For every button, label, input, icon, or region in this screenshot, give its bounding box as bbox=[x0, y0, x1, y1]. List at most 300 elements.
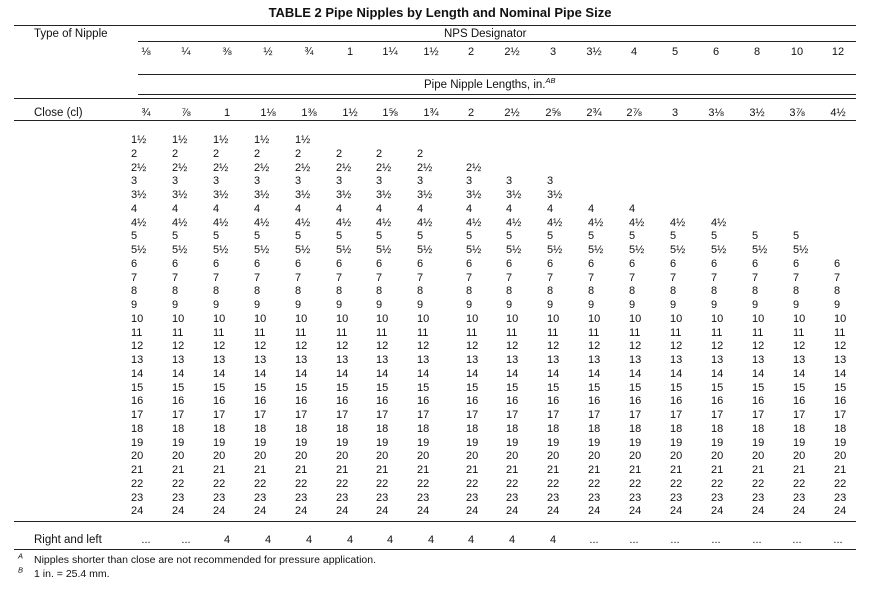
length-cell: 11 bbox=[295, 326, 307, 339]
length-cell: 11 bbox=[336, 326, 348, 339]
length-cell: 20 bbox=[711, 450, 724, 463]
right-and-left-row-label: Right and left bbox=[34, 534, 102, 546]
length-cell: 20 bbox=[629, 450, 642, 463]
length-cell: 11 bbox=[711, 326, 723, 339]
length-cell: 24 bbox=[417, 505, 430, 518]
length-cell: 11 bbox=[172, 326, 184, 339]
table-title: TABLE 2 Pipe Nipples by Length and Nominal Pipe Size bbox=[268, 5, 612, 20]
length-cell: 18 bbox=[834, 422, 847, 435]
length-cell: 23 bbox=[376, 491, 389, 504]
length-cell: 1½ bbox=[213, 134, 229, 146]
length-cell: 4½ bbox=[588, 216, 604, 229]
length-cell: 11 bbox=[213, 326, 225, 339]
length-cell: 16 bbox=[336, 395, 349, 408]
length-cell: 9 bbox=[376, 299, 383, 311]
length-cell: 13 bbox=[547, 354, 560, 366]
length-cell: 13 bbox=[131, 354, 144, 366]
nps-value: 4 bbox=[630, 46, 638, 58]
length-cell: 10 bbox=[588, 312, 601, 325]
length-cell: 6 bbox=[376, 257, 383, 270]
close-length-value: 1¾ bbox=[423, 107, 439, 119]
length-cell: 23 bbox=[834, 491, 847, 504]
close-length-value: ¾ bbox=[141, 107, 151, 119]
length-cell: 5 bbox=[506, 230, 513, 243]
length-cell: 19 bbox=[547, 436, 560, 449]
length-cell: 4½ bbox=[629, 216, 645, 229]
length-cell: 6 bbox=[711, 257, 718, 270]
length-cell: 23 bbox=[793, 491, 806, 504]
lengths-label: Pipe Nipple Lengths, in. bbox=[424, 79, 546, 91]
length-cell: 23 bbox=[629, 491, 642, 504]
length-cell: 12 bbox=[793, 340, 806, 353]
length-cell: 19 bbox=[466, 436, 479, 449]
length-cell: 11 bbox=[670, 326, 682, 339]
length-cell: 2 bbox=[254, 147, 261, 160]
length-cell: 19 bbox=[172, 436, 185, 449]
length-cell: 16 bbox=[213, 395, 226, 408]
length-cell: 8 bbox=[417, 285, 424, 298]
length-cell: 15 bbox=[466, 381, 479, 394]
length-cell: 2 bbox=[172, 147, 179, 160]
length-cell: 21 bbox=[588, 464, 601, 476]
length-cell: 5 bbox=[376, 230, 383, 243]
length-cell: 10 bbox=[254, 312, 267, 325]
length-cell: 6 bbox=[172, 257, 179, 270]
length-cell: 21 bbox=[131, 464, 144, 476]
length-cell: 12 bbox=[466, 340, 479, 353]
right-left-value: ... bbox=[752, 534, 762, 546]
length-cell: 14 bbox=[466, 367, 479, 380]
length-cell: 21 bbox=[834, 464, 847, 476]
length-cell: 16 bbox=[376, 395, 389, 408]
close-length-value: 1⅜ bbox=[301, 107, 317, 119]
length-cell: 3½ bbox=[131, 189, 147, 201]
length-cell: 17 bbox=[506, 409, 519, 421]
length-cell: 17 bbox=[417, 409, 430, 421]
length-cell: 1½ bbox=[172, 134, 188, 146]
length-cell: 6 bbox=[793, 257, 800, 270]
length-cell: 16 bbox=[752, 395, 765, 408]
length-cell: 21 bbox=[629, 464, 642, 476]
right-left-value: ... bbox=[792, 534, 802, 546]
length-cell: 13 bbox=[254, 354, 267, 366]
length-cell: 9 bbox=[547, 299, 554, 311]
length-cell: 16 bbox=[793, 395, 806, 408]
length-cell: 12 bbox=[670, 340, 683, 353]
length-cell: 9 bbox=[336, 299, 343, 311]
right-left-value: ... bbox=[670, 534, 680, 546]
length-cell: 18 bbox=[547, 422, 560, 435]
length-cell: 17 bbox=[547, 409, 560, 421]
length-cell: 7 bbox=[213, 271, 220, 284]
length-cell: 18 bbox=[466, 422, 479, 435]
length-cell: 23 bbox=[254, 491, 267, 504]
length-cell: 24 bbox=[752, 505, 765, 518]
length-cell: 4 bbox=[295, 202, 302, 215]
length-cell: 24 bbox=[376, 505, 389, 518]
length-cell: 6 bbox=[506, 257, 513, 270]
length-cell: 15 bbox=[834, 381, 847, 394]
length-cell: 22 bbox=[670, 477, 683, 490]
length-cell: 15 bbox=[295, 381, 308, 394]
nps-value: 5 bbox=[671, 46, 679, 58]
length-cell: 21 bbox=[752, 464, 765, 476]
footnote-a-mark: A bbox=[18, 551, 24, 561]
length-cell: 4½ bbox=[417, 216, 433, 229]
length-cell: 16 bbox=[172, 395, 185, 408]
length-cell: 18 bbox=[793, 422, 806, 435]
length-cell: 22 bbox=[629, 477, 642, 490]
length-cell: 24 bbox=[131, 505, 144, 518]
length-cell: 22 bbox=[834, 477, 847, 490]
length-cell: 22 bbox=[711, 477, 724, 490]
footnote-b-mark: B bbox=[18, 565, 24, 575]
length-cell: 7 bbox=[506, 271, 513, 284]
length-cell: 18 bbox=[295, 422, 308, 435]
length-cell: 12 bbox=[752, 340, 765, 353]
length-cell: 12 bbox=[417, 340, 430, 353]
length-cell: 18 bbox=[670, 422, 683, 435]
length-cell: 24 bbox=[629, 505, 642, 518]
length-cell: 9 bbox=[213, 299, 220, 311]
close-length-value: ⅞ bbox=[181, 107, 191, 119]
length-cell: 4 bbox=[376, 202, 383, 215]
length-cell: 15 bbox=[213, 381, 226, 394]
close-length-value: 1⅛ bbox=[260, 107, 276, 119]
length-cell: 16 bbox=[670, 395, 683, 408]
length-cell: 8 bbox=[588, 285, 595, 298]
length-cell: 4½ bbox=[172, 216, 188, 229]
length-cell: 11 bbox=[834, 326, 846, 339]
length-cell: 24 bbox=[213, 505, 226, 518]
length-cell: 18 bbox=[629, 422, 642, 435]
length-cell: 12 bbox=[213, 340, 226, 353]
length-cell: 23 bbox=[131, 491, 144, 504]
length-cell: 15 bbox=[506, 381, 519, 394]
type-of-nipple-header: Type of Nipple bbox=[34, 28, 108, 40]
nps-value: 1 bbox=[346, 46, 354, 58]
length-cell: 4 bbox=[629, 202, 636, 215]
length-cell: 6 bbox=[417, 257, 424, 270]
length-cell: 23 bbox=[295, 491, 308, 504]
length-cell: 23 bbox=[417, 491, 430, 504]
length-cell: 18 bbox=[506, 422, 519, 435]
nps-value: 2½ bbox=[504, 46, 520, 58]
length-cell: 19 bbox=[131, 436, 144, 449]
length-cell: 22 bbox=[131, 477, 144, 490]
length-cell: 15 bbox=[336, 381, 349, 394]
length-cell: 20 bbox=[254, 450, 267, 463]
length-cell: 5½ bbox=[336, 244, 352, 256]
length-cell: 11 bbox=[588, 326, 600, 339]
length-cell: 4½ bbox=[336, 216, 352, 229]
length-cell: 21 bbox=[213, 464, 226, 476]
length-cell: 11 bbox=[254, 326, 266, 339]
right-left-value: 4 bbox=[346, 534, 354, 546]
length-cell: 3 bbox=[336, 175, 343, 188]
close-row-label: Close (cl) bbox=[34, 107, 83, 119]
length-cell: 22 bbox=[588, 477, 601, 490]
length-cell: 20 bbox=[466, 450, 479, 463]
length-cell: 12 bbox=[506, 340, 519, 353]
length-cell: 12 bbox=[254, 340, 267, 353]
length-cell: 7 bbox=[131, 271, 138, 284]
length-cell: 11 bbox=[752, 326, 764, 339]
length-cell: 4 bbox=[131, 202, 138, 215]
length-cell: 8 bbox=[376, 285, 383, 298]
nps-value: ¼ bbox=[181, 46, 191, 58]
length-cell: 19 bbox=[834, 436, 847, 449]
right-left-value: 4 bbox=[427, 534, 435, 546]
length-cell: 13 bbox=[417, 354, 430, 366]
length-cell: 4 bbox=[417, 202, 424, 215]
right-left-value: 4 bbox=[467, 534, 475, 546]
close-length-value: 2⅞ bbox=[626, 107, 642, 119]
length-cell: 17 bbox=[336, 409, 349, 421]
close-length-value: 4½ bbox=[830, 107, 846, 119]
length-cell: 1½ bbox=[295, 134, 311, 146]
length-cell: 13 bbox=[629, 354, 642, 366]
length-cell: 8 bbox=[172, 285, 179, 298]
length-cell: 4½ bbox=[254, 216, 270, 229]
length-cell: 24 bbox=[466, 505, 479, 518]
length-cell: 5½ bbox=[547, 244, 563, 256]
length-cell: 3 bbox=[417, 175, 424, 188]
length-cell: 5 bbox=[172, 230, 179, 243]
length-cell: 17 bbox=[172, 409, 185, 421]
length-cell: 3½ bbox=[506, 189, 522, 201]
nps-value: 6 bbox=[712, 46, 720, 58]
length-cell: 18 bbox=[417, 422, 430, 435]
length-cell: 7 bbox=[752, 271, 759, 284]
close-length-value: 3⅛ bbox=[708, 107, 724, 119]
length-cell: 2½ bbox=[172, 161, 188, 174]
length-cell: 3 bbox=[466, 175, 473, 188]
length-cell: 18 bbox=[131, 422, 144, 435]
length-cell: 5 bbox=[547, 230, 554, 243]
length-cell: 24 bbox=[547, 505, 560, 518]
length-cell: 23 bbox=[506, 491, 519, 504]
length-cell: 19 bbox=[670, 436, 683, 449]
nps-value: ⅜ bbox=[222, 46, 232, 58]
length-cell: 21 bbox=[295, 464, 308, 476]
length-cell: 14 bbox=[547, 367, 560, 380]
length-cell: 18 bbox=[254, 422, 267, 435]
length-cell: 7 bbox=[588, 271, 595, 284]
length-cell: 20 bbox=[131, 450, 144, 463]
right-left-value: 4 bbox=[508, 534, 516, 546]
length-cell: 2½ bbox=[417, 161, 433, 174]
length-cell: 19 bbox=[295, 436, 308, 449]
length-cell: 3½ bbox=[417, 189, 433, 201]
close-length-value: 2⅝ bbox=[545, 107, 561, 119]
length-cell: 20 bbox=[506, 450, 519, 463]
length-cell: 18 bbox=[711, 422, 724, 435]
length-cell: 20 bbox=[295, 450, 308, 463]
length-cell: 3 bbox=[254, 175, 261, 188]
length-cell: 15 bbox=[417, 381, 430, 394]
length-cell: 14 bbox=[376, 367, 389, 380]
length-cell: 7 bbox=[793, 271, 800, 284]
length-cell: 18 bbox=[752, 422, 765, 435]
length-cell: 3 bbox=[172, 175, 179, 188]
length-cell: 15 bbox=[588, 381, 601, 394]
length-cell: 13 bbox=[752, 354, 765, 366]
length-cell: 17 bbox=[588, 409, 601, 421]
length-cell: 10 bbox=[752, 312, 765, 325]
length-cell: 15 bbox=[376, 381, 389, 394]
nps-value: 3½ bbox=[586, 46, 602, 58]
length-cell: 14 bbox=[711, 367, 724, 380]
length-cell: 3 bbox=[506, 175, 513, 188]
length-cell: 18 bbox=[172, 422, 185, 435]
length-cell: 3 bbox=[131, 175, 138, 188]
length-cell: 13 bbox=[834, 354, 847, 366]
length-cell: 9 bbox=[711, 299, 718, 311]
length-cell: 7 bbox=[670, 271, 677, 284]
length-cell: 9 bbox=[466, 299, 473, 311]
length-cell: 4½ bbox=[547, 216, 563, 229]
length-cell: 5½ bbox=[417, 244, 433, 256]
length-cell: 16 bbox=[466, 395, 479, 408]
length-cell: 10 bbox=[793, 312, 806, 325]
length-cell: 2 bbox=[336, 147, 343, 160]
right-left-value: 4 bbox=[386, 534, 394, 546]
length-cell: 17 bbox=[254, 409, 267, 421]
length-cell: 3½ bbox=[336, 189, 352, 201]
length-cell: 10 bbox=[506, 312, 519, 325]
length-cell: 20 bbox=[752, 450, 765, 463]
length-cell: 3½ bbox=[254, 189, 270, 201]
length-cell: 24 bbox=[295, 505, 308, 518]
length-cell: 15 bbox=[172, 381, 185, 394]
close-length-value: 3 bbox=[671, 107, 679, 119]
length-cell: 10 bbox=[295, 312, 308, 325]
length-cell: 16 bbox=[588, 395, 601, 408]
length-cell: 8 bbox=[131, 285, 138, 298]
length-cell: 22 bbox=[254, 477, 267, 490]
length-cell: 4 bbox=[172, 202, 179, 215]
length-cell: 7 bbox=[711, 271, 718, 284]
length-cell: 5½ bbox=[629, 244, 645, 256]
length-cell: 17 bbox=[752, 409, 765, 421]
length-cell: 23 bbox=[547, 491, 560, 504]
length-cell: 22 bbox=[213, 477, 226, 490]
right-left-value: 4 bbox=[223, 534, 231, 546]
length-cell: 12 bbox=[834, 340, 847, 353]
length-cell: 14 bbox=[172, 367, 185, 380]
length-cell: 9 bbox=[834, 299, 841, 311]
length-cell: 1½ bbox=[254, 134, 270, 146]
length-cell: 10 bbox=[547, 312, 560, 325]
length-cell: 5½ bbox=[752, 244, 768, 256]
length-cell: 17 bbox=[711, 409, 724, 421]
footnote-a-text: Nipples shorter than close are not recommended for pressure application. bbox=[34, 554, 377, 566]
length-cell: 3½ bbox=[172, 189, 188, 201]
length-cell: 9 bbox=[670, 299, 677, 311]
right-left-value: ... bbox=[589, 534, 599, 546]
length-cell: 17 bbox=[793, 409, 806, 421]
length-cell: 19 bbox=[711, 436, 724, 449]
length-cell: 6 bbox=[213, 257, 220, 270]
length-cell: 2 bbox=[131, 147, 138, 160]
length-cell: 23 bbox=[213, 491, 226, 504]
length-cell: 17 bbox=[295, 409, 308, 421]
right-left-value: ... bbox=[181, 534, 191, 546]
length-cell: 3½ bbox=[213, 189, 229, 201]
length-cell: 23 bbox=[172, 491, 185, 504]
length-cell: 7 bbox=[834, 271, 841, 284]
length-cell: 20 bbox=[336, 450, 349, 463]
length-cell: 14 bbox=[629, 367, 642, 380]
length-cell: 8 bbox=[752, 285, 759, 298]
length-cell: 6 bbox=[752, 257, 759, 270]
length-cell: 20 bbox=[547, 450, 560, 463]
length-cell: 8 bbox=[466, 285, 473, 298]
length-cell: 6 bbox=[588, 257, 595, 270]
length-cell: 5 bbox=[752, 230, 759, 243]
length-cell: 4 bbox=[466, 202, 473, 215]
length-cell: 4½ bbox=[711, 216, 727, 229]
length-cell: 14 bbox=[670, 367, 683, 380]
length-cell: 13 bbox=[336, 354, 349, 366]
length-cell: 18 bbox=[588, 422, 601, 435]
length-cell: 15 bbox=[131, 381, 144, 394]
length-cell: 4 bbox=[336, 202, 343, 215]
length-cell: 16 bbox=[834, 395, 847, 408]
length-cell: 8 bbox=[629, 285, 636, 298]
length-cell: 8 bbox=[670, 285, 677, 298]
length-cell: 21 bbox=[793, 464, 806, 476]
length-cell: 6 bbox=[254, 257, 261, 270]
length-cell: 21 bbox=[417, 464, 430, 476]
length-cell: 2 bbox=[295, 147, 302, 160]
length-cell: 11 bbox=[793, 326, 805, 339]
close-length-value: 2½ bbox=[504, 107, 520, 119]
length-cell: 20 bbox=[376, 450, 389, 463]
length-cell: 19 bbox=[588, 436, 601, 449]
length-cell: 2½ bbox=[213, 161, 229, 174]
nps-value: 1½ bbox=[423, 46, 439, 58]
nps-value: 2 bbox=[467, 46, 475, 58]
length-cell: 3 bbox=[547, 175, 554, 188]
close-length-value: 1½ bbox=[342, 107, 358, 119]
length-cell: 13 bbox=[295, 354, 308, 366]
length-cell: 9 bbox=[629, 299, 636, 311]
length-cell: 24 bbox=[588, 505, 601, 518]
length-cell: 5½ bbox=[670, 244, 686, 256]
length-cell: 14 bbox=[336, 367, 349, 380]
length-cell: 8 bbox=[547, 285, 554, 298]
length-cell: 8 bbox=[213, 285, 220, 298]
length-cell: 4½ bbox=[295, 216, 311, 229]
nps-designator-header: NPS Designator bbox=[444, 28, 527, 40]
length-cell: 21 bbox=[254, 464, 267, 476]
length-cell: 19 bbox=[213, 436, 226, 449]
length-cell: 9 bbox=[172, 299, 179, 311]
length-cell: 11 bbox=[629, 326, 641, 339]
length-cell: 12 bbox=[711, 340, 724, 353]
length-cell: 10 bbox=[213, 312, 226, 325]
length-cell: 24 bbox=[336, 505, 349, 518]
right-left-value: ... bbox=[833, 534, 843, 546]
length-cell: 10 bbox=[629, 312, 642, 325]
nps-value: 1¼ bbox=[382, 46, 398, 58]
length-cell: 14 bbox=[131, 367, 144, 380]
length-cell: 17 bbox=[834, 409, 847, 421]
length-cell: 19 bbox=[506, 436, 519, 449]
length-cell: 6 bbox=[336, 257, 343, 270]
